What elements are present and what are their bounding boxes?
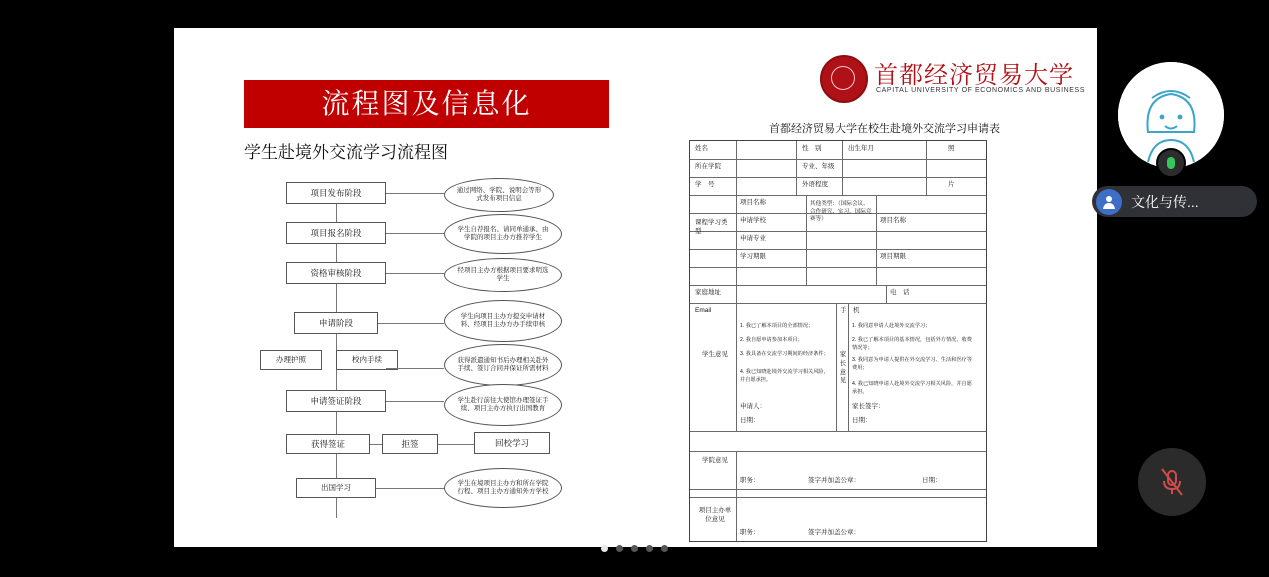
mic-status-badge [1156,148,1186,178]
form-label: 日期： [922,477,942,484]
form-label: 家庭地址 [695,289,721,296]
pager-dot[interactable] [616,545,623,552]
participant-name: 文化与传... [1131,193,1199,210]
parent-opinion-item: 1. 我同意申请人赴境外交流学习； [852,323,931,329]
seal-icon [820,55,868,103]
form-title: 首都经济贸易大学在校生赴境外交流学习申请表 [769,122,1000,135]
student-opinion-item: 1. 我已了解本项目的全部情况； [740,323,814,329]
flow-note: 学生在境项目主办方和所在学院行程、项目主办方通知外方学校 [444,468,562,508]
flow-note: 通过网络、学院、说明会等形式发布项目信息 [444,178,554,212]
flow-step: 校内手续 [336,350,398,370]
flow-step: 获得签证 [286,434,370,454]
form-label: 照 [948,145,955,152]
student-opinion-item: 2. 我自愿申请参加本项目； [740,337,803,343]
participant-name-card[interactable] [1092,186,1257,217]
parent-opinion-item: 3. 我同意为申请人提供在外交流学习、生活和医疗等费用； [852,357,972,371]
form-label: 家长签字： [852,403,885,410]
slide-title: 流程图及信息化 [321,87,532,120]
shared-slide[interactable] [174,28,1097,547]
flow-step: 办理护照 [260,350,322,370]
form-label: 项目期限 [880,253,906,260]
slide-pager[interactable] [0,545,1269,552]
form-label: 签字并加盖公章： [808,529,860,536]
mic-muted-icon [1155,465,1189,499]
pager-dot[interactable] [631,545,638,552]
logo-text-en: CAPITAL UNIVERSITY OF ECONOMICS AND BUSINESS [876,87,1086,94]
student-opinion-item: 4. 我已知晓赴境外交流学习相关风险，并自愿承担。 [740,369,829,383]
form-label: 日期： [740,417,760,424]
form-label: 学 号 [695,181,715,188]
microphone-icon [1167,157,1175,169]
slide-title-banner [244,80,609,128]
parent-opinion-item: 4. 我已知晓申请人赴境外交流学习相关风险，并自愿承担。 [852,381,972,395]
flow-step: 申请签证阶段 [286,390,386,412]
flowchart [274,178,604,528]
flow-note: 获得派遣通知书后办理相关赴外手续、签订合同并保证所需材料 [444,344,562,386]
flow-step: 项目报名阶段 [286,222,386,244]
flow-step: 申请阶段 [294,312,378,334]
form-label: 项目名称 [880,217,906,224]
form-label: 职务： [740,477,760,484]
logo-text-cn: 首都经济贸易大学 [874,61,1074,89]
pager-dot[interactable] [661,545,668,552]
form-label: 学院意见 [702,457,728,464]
flow-step: 出国学习 [296,478,376,498]
form-label: 学习期限 [740,253,766,260]
form-label: 申请人： [740,403,766,410]
pager-dot[interactable] [646,545,653,552]
form-label: 项目名称 [740,199,766,206]
student-opinion-item: 3. 我具备在交流学习期间的经济条件； [740,351,829,357]
form-label: 家长意见 [839,351,847,385]
form-label: 片 [948,181,955,188]
parent-opinion-item: 2. 我已了解本项目的基本情况，包括外方情况、收费情况等； [852,337,972,351]
form-label: 手 机 [840,307,860,314]
form-label: 性 别 [802,145,822,152]
flow-step: 回校学习 [474,432,550,454]
form-label: 外语程度 [802,181,828,188]
flow-step: 资格审核阶段 [286,262,386,284]
mute-button[interactable] [1138,448,1206,516]
form-label: 签字并加盖公章： [808,477,860,484]
form-label: 申请学校 [740,217,766,224]
person-icon [1096,189,1122,215]
form-label: 姓名 [695,145,708,152]
form-label: 学生意见 [702,351,728,358]
form-label: 职务： [740,529,760,536]
form-label: 出生年月 [848,145,874,152]
form-label: 申请专业 [740,235,766,242]
form-label: 专业、年级 [802,163,835,170]
form-label: 所在学院 [695,163,721,170]
form-label: 其他类型：（国际会议、合作研究、实习、国际竞赛等） [810,201,872,223]
flow-step: 拒签 [382,434,438,454]
form-label: 电 话 [890,289,910,296]
pager-dot[interactable] [601,545,608,552]
flow-note: 学生向项目主办方提交申请材料、经项目主办方办手续审核 [444,300,562,342]
form-label: Email [695,307,712,314]
flow-note: 经项目主办方根据项目要求明选学生 [444,258,562,292]
form-label: 日期： [852,417,872,424]
slide-subtitle: 学生赴境外交流学习流程图 [244,143,448,163]
form-label: 项目主办单位意见 [698,507,732,523]
application-form [689,140,987,542]
flow-note: 学生自荐报名、请同单通承、由学院的项目主办方推荐学生 [444,214,562,254]
flow-note: 学生赴行前往大使馆办理签证手续、项目主办方执行出国教育 [444,384,562,426]
university-logo [820,55,1086,103]
form-label: 课程学习类型 [695,219,728,235]
flow-step: 项目发布阶段 [286,182,386,204]
